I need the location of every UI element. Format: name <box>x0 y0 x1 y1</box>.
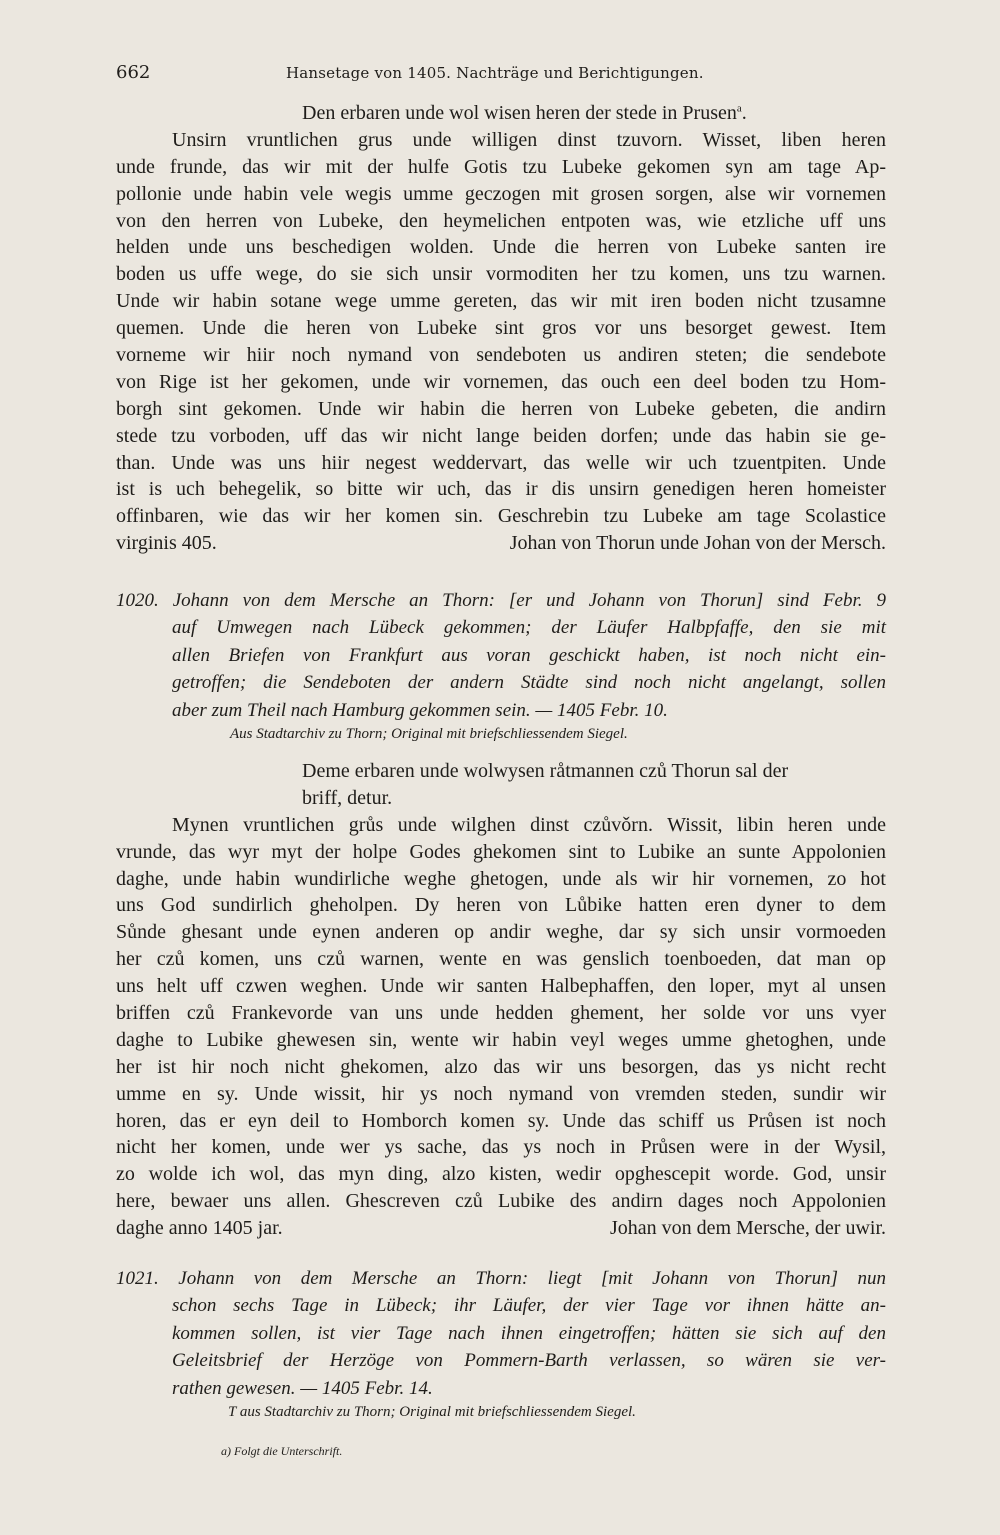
letter-line: vrunde, das wyr myt der holpe Godes ghekomen sint to Lubike an sunte Appolonien <box>116 840 886 863</box>
letter-line: horen, das er eyn deil to Homborch komen sy. Unde das schiff us Průsen ist noch <box>116 1109 886 1132</box>
letter-line: boden us uffe wege, do sie sich unsir vormoditen her tzu komen, uns tzu warnen. <box>116 263 886 286</box>
page-number: 662 <box>116 62 151 83</box>
letter-line: uns God sundirlich gheholpen. Dy heren von Lůbike hatten eren dyner to dem <box>116 894 886 917</box>
entry-number: 1021. <box>116 1268 159 1289</box>
letter-1019-address: Den erbaren unde wol wisen heren der stede in Prusen$^a$. <box>302 102 747 124</box>
letter-closing-line <box>116 530 886 557</box>
letter-line: pollonie unde habin vele wegis umme geczogen mit grosen sorgen, alse wir vornemen <box>116 182 886 205</box>
letter-line: zo wolde ich wol, das myn ding, alzo kisten, wedir opghescepit worde. God, unsir <box>116 1163 886 1186</box>
letter-closing-line <box>116 1215 886 1242</box>
entry-number: 1020. <box>116 590 159 611</box>
letter-signature: Johan von dem Mersche, der uwir. <box>609 1217 886 1240</box>
letter-line: briffen czů Frankevorde van uns unde hedden ghement, her solde vor uns vyer <box>116 1002 886 1025</box>
letter-line: Sůnde ghesant unde eynen anderen op andir weghe, dar sy sich unsir vormoeden <box>116 921 886 944</box>
letter-line: Unde wir habin sotane wege umme gereten, das wir mit iren boden nicht tzusamne <box>116 290 886 313</box>
letter-line: vorneme wir hiir noch nymand von sendeboten us andiren steten; die sendebote <box>116 344 886 367</box>
regest-1021 <box>116 1265 886 1422</box>
letter-line: helden unde uns beschedigen wolden. Unde die herren von Lubeke santen ire <box>116 236 886 259</box>
footnote: a) Folgt die Unterschrift. <box>221 1444 343 1458</box>
letter-1020-address: Deme erbaren unde wolwysen råtmannen czů Thorun sal der <box>302 760 789 782</box>
regest-text: Johann von dem Mersche an Thorn: [er und Johann von Thorun] sind Febr. 9 <box>172 590 887 611</box>
letter-line: stede tzu vorboden, uff das wir nicht lange beiden dorfen; unde das habin sie ge- <box>116 424 886 447</box>
letter-line: unde frunde, das wir mit der hulfe Gotis tzu Lubeke gekomen syn am tage Ap- <box>116 155 886 178</box>
regest-line: aber zum Theil nach Hamburg gekommen sein. — 1405 Febr. 10. <box>172 699 668 721</box>
letter-line: daghe, unde habin wundirliche weghe ghetogen, unde als wir hir vornemen, zo hot <box>116 867 886 890</box>
regest-line: allen Briefen von Frankfurt aus voran geschickt haben, ist noch nicht ein- <box>172 644 886 666</box>
letter-line: Unsirn vruntlichen grus unde willigen dinst tzuvorn. Wisset, liben heren <box>172 128 886 151</box>
running-title: Hansetage von 1405. Nachträge und Berichtigungen. <box>286 64 704 82</box>
regest-first-line <box>116 1265 886 1292</box>
running-header <box>116 62 886 84</box>
letter-1019 <box>116 100 886 557</box>
letter-line: Mynen vruntlichen grůs unde wilghen dinst czůvǒrn. Wissit, libin heren unde <box>172 813 886 836</box>
source-note: T aus Stadtarchiv zu Thorn; Original mit briefschliessendem Siegel. <box>228 1403 636 1420</box>
letter-last-line: daghe anno 1405 jar. <box>116 1217 283 1240</box>
regest-1020 <box>116 587 886 744</box>
regest-text: Johann von dem Mersche an Thorn: liegt [mit Johann von Thorun] nun <box>178 1268 886 1289</box>
footnote-marker: a <box>736 102 742 115</box>
letter-1020 <box>116 758 886 1242</box>
letter-line: her ist hir noch nicht ghekomen, alzo das wir uns besorgen, das ys nicht recht <box>116 1055 886 1078</box>
letter-line: nicht her komen, unde wer ys sache, das ys noch in Průsen were in der Wysil, <box>116 1136 886 1159</box>
letter-line: here, bewaer uns allen. Ghescreven czů Lubike des andirn dages noch Appolonien <box>116 1190 886 1213</box>
letter-line: borgh sint gekomen. Unde wir habin die herren von Lubeke gebeten, die andirn <box>116 397 886 420</box>
letter-line: daghe to Lubike ghewesen sin, wente wir habin veyl weges umme ghetoghen, unde <box>116 1028 886 1051</box>
regest-line: auf Umwegen nach Lübeck gekommen; der Läufer Halbpfaffe, den sie mit <box>172 617 886 639</box>
letter-line: ist is uch behegelik, so bitte wir uch, das ir dis unsirn genedigen heren homeister <box>116 478 886 501</box>
letter-line: uns helt uff czwen weghen. Unde wir santen Halbephaffen, den loper, myt al unsen <box>116 975 886 998</box>
letter-line: umme en sy. Unde wissit, hir ys noch nymand von vremden steden, sundir wir <box>116 1082 886 1105</box>
regest-line: kommen sollen, ist vier Tage nach ihnen eingetroffen; hätten sie sich auf den <box>172 1322 886 1344</box>
letter-line: von Rige ist her gekomen, unde wir vornemen, das ouch een deel boden tzu Hom- <box>116 370 886 393</box>
letter-line: quemen. Unde die heren von Lubeke sint gros vor uns besorget gewest. Item <box>116 317 886 340</box>
letter-line: offinbaren, wie das wir her komen sin. Geschrebin tzu Lubeke am tage Scolastice <box>116 505 886 528</box>
letter-1020-address: briff, detur. <box>302 786 393 809</box>
regest-line: getroffen; die Sendeboten der andern Städte sind noch nicht angelangt, sollen <box>172 672 886 694</box>
letter-line: her czů komen, uns czů warnen, wente en was genslich toenboeden, dat man op <box>116 948 886 971</box>
regest-line: schon sechs Tage in Lübeck; ihr Läufer, der vier Tage vor ihnen hätte an- <box>172 1295 886 1317</box>
regest-first-line <box>116 587 886 614</box>
letter-line: von den herren von Lubeke, den heymelichen entpoten was, wie etzliche uff uns <box>116 209 886 232</box>
letter-signature: Johan von Thorun unde Johan von der Mersch. <box>509 532 886 555</box>
source-note: Aus Stadtarchiv zu Thorn; Original mit briefschliessendem Siegel. <box>230 725 628 742</box>
letter-last-line: virginis 405. <box>116 532 217 555</box>
regest-line: Geleitsbrief der Herzöge von Pommern-Barth verlassen, so wären sie ver- <box>172 1350 886 1372</box>
regest-line: rathen gewesen. — 1405 Febr. 14. <box>172 1377 433 1399</box>
letter-line: than. Unde was uns hiir negest weddervart, das welle wir uch tzuentpiten. Unde <box>116 451 886 474</box>
